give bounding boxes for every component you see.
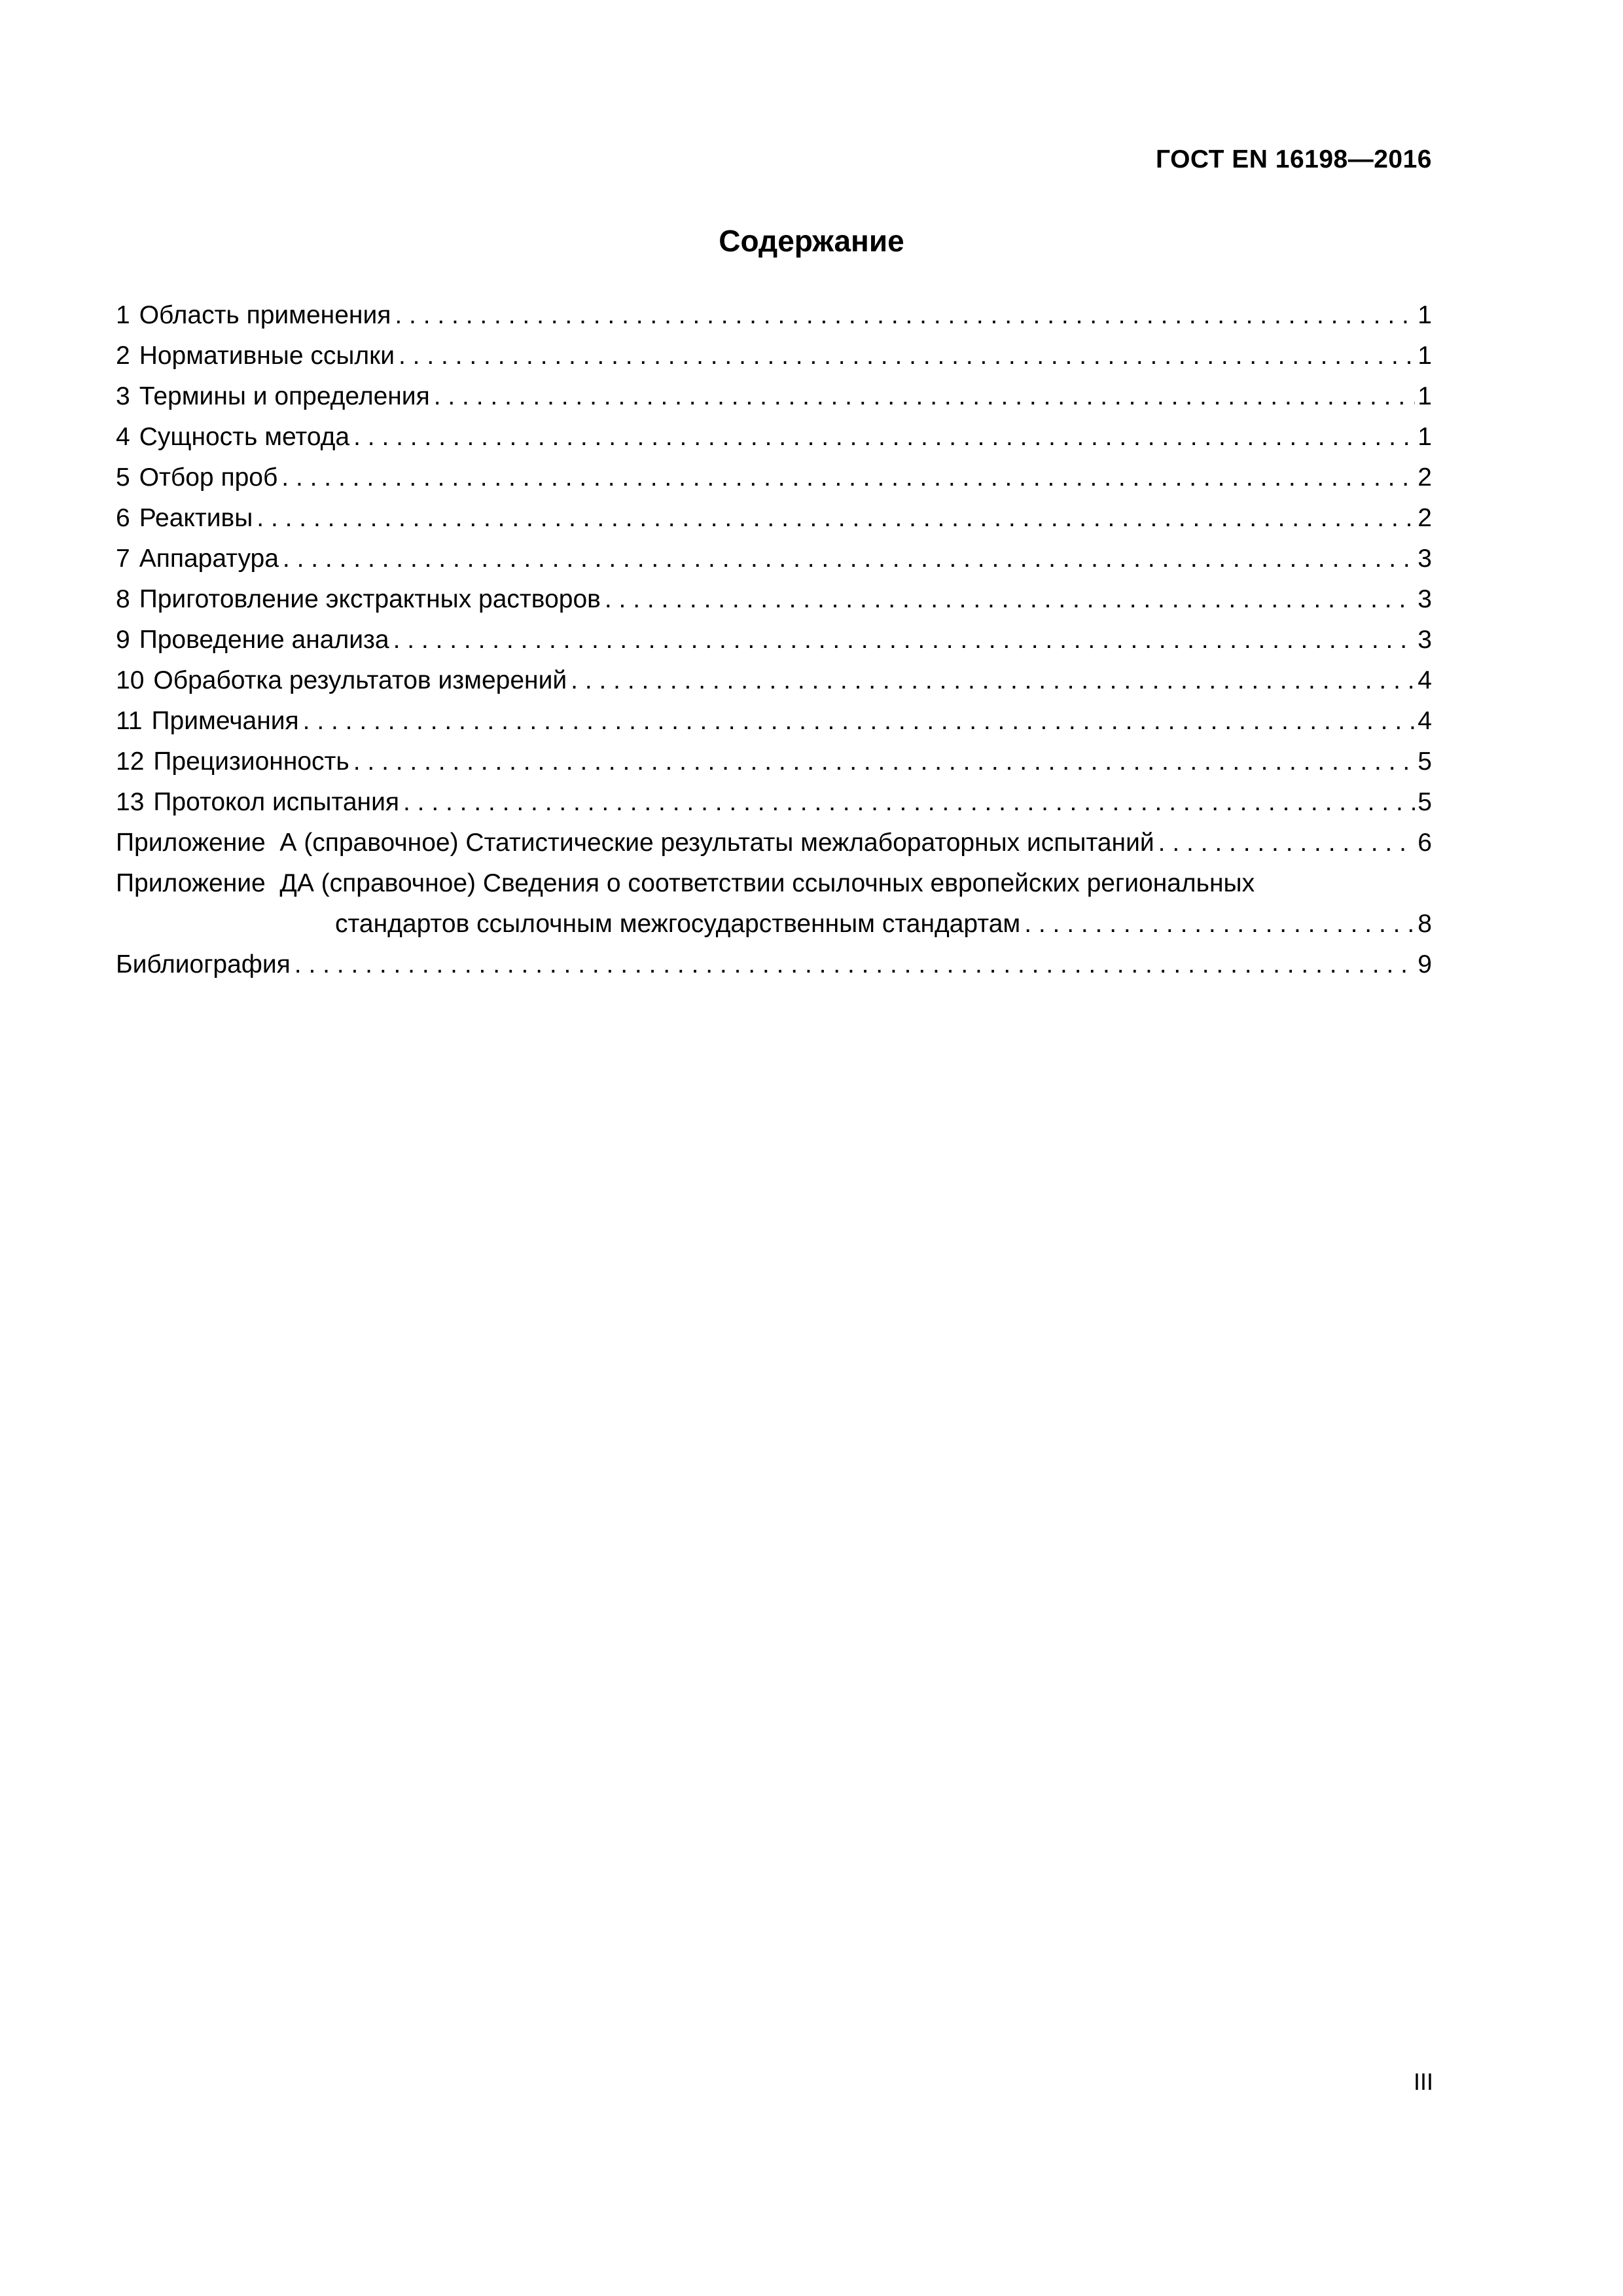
toc-entry-page: 1 bbox=[1418, 382, 1432, 410]
toc-annex-da-line2 bbox=[116, 904, 1432, 944]
toc-entry-number: 7 bbox=[116, 545, 130, 573]
toc-entry-page: 5 bbox=[1418, 788, 1432, 816]
toc-entry-label: Аппаратура bbox=[139, 545, 279, 573]
toc-entry-page: 4 bbox=[1418, 666, 1432, 694]
toc-entry[interactable] bbox=[116, 417, 1432, 457]
toc-entry-page: 1 bbox=[1418, 301, 1432, 329]
toc-leader-dots bbox=[303, 701, 1416, 742]
toc-entry[interactable] bbox=[116, 579, 1432, 620]
toc-entry-label: Примечания bbox=[151, 707, 299, 735]
toc-entry-label: Проведение анализа bbox=[139, 626, 389, 654]
toc-entry-label: Прецизионность bbox=[153, 747, 349, 776]
toc-entry-number: 3 bbox=[116, 382, 130, 410]
toc-entry-number: 2 bbox=[116, 342, 130, 370]
toc-entry[interactable] bbox=[116, 376, 1432, 417]
toc-entry-label: Термины и определения bbox=[139, 382, 430, 410]
toc-entry[interactable] bbox=[116, 336, 1432, 376]
toc-bibliography[interactable] bbox=[116, 944, 1432, 985]
toc-entry-label: Реактивы bbox=[139, 504, 253, 532]
toc-leader-dots bbox=[353, 742, 1416, 782]
toc-entry-number: 6 bbox=[116, 504, 130, 532]
toc-entry[interactable] bbox=[116, 295, 1432, 336]
toc-entry-number: 10 bbox=[116, 666, 145, 694]
toc-leader-dots bbox=[1024, 904, 1415, 944]
toc-annex-a[interactable] bbox=[116, 823, 1432, 863]
toc-entry-number: 9 bbox=[116, 626, 130, 654]
toc-entry-page: 1 bbox=[1418, 423, 1432, 451]
toc-entry-label: Приложение А (справочное) Статистические результаты межлабораторных испытаний bbox=[116, 829, 1154, 857]
toc-entry[interactable] bbox=[116, 660, 1432, 701]
toc-entry-label: Область применения bbox=[139, 301, 391, 329]
toc-annex-da-line1 bbox=[116, 863, 1432, 904]
toc-entry[interactable] bbox=[116, 742, 1432, 782]
toc-leader-dots bbox=[403, 782, 1415, 823]
toc-entry[interactable] bbox=[116, 782, 1432, 823]
toc-entry-number: 1 bbox=[116, 301, 130, 329]
toc-entry-page: 2 bbox=[1418, 463, 1432, 492]
toc-entry-label: Нормативные ссылки bbox=[139, 342, 395, 370]
toc-entry-label: Приложение ДА (справочное) Сведения о соответствии ссылочных европейских региональных bbox=[116, 869, 1255, 897]
toc-entry[interactable] bbox=[116, 457, 1432, 498]
toc-entry-label: Отбор проб bbox=[139, 463, 278, 492]
toc-leader-dots bbox=[1158, 823, 1416, 863]
toc-entry-label-continuation: стандартов ссылочным межгосударственным стандартам bbox=[335, 910, 1021, 938]
toc-entry-number: 12 bbox=[116, 747, 145, 776]
toc-leader-dots bbox=[571, 660, 1415, 701]
toc-entry-number: 4 bbox=[116, 423, 130, 451]
toc-entry[interactable] bbox=[116, 498, 1432, 539]
toc-entry-page: 3 bbox=[1418, 545, 1432, 573]
toc-leader-dots bbox=[257, 498, 1415, 539]
toc-entry-page: 1 bbox=[1418, 342, 1432, 370]
page-number: III bbox=[1413, 2068, 1433, 2095]
toc-entry-label: Приготовление экстрактных растворов bbox=[139, 585, 601, 613]
toc-leader-dots bbox=[395, 295, 1415, 336]
toc-entry-label: Обработка результатов измерений bbox=[153, 666, 567, 694]
toc-leader-dots bbox=[283, 539, 1415, 579]
toc-entry-page: 4 bbox=[1418, 707, 1432, 735]
toc-leader-dots bbox=[281, 457, 1415, 498]
toc-entry-page: 6 bbox=[1418, 829, 1432, 857]
toc-annex-da[interactable] bbox=[116, 863, 1432, 944]
toc-entry-number: 11 bbox=[116, 707, 143, 735]
toc-entry[interactable] bbox=[116, 701, 1432, 742]
toc-entry[interactable] bbox=[116, 539, 1432, 579]
toc-leader-dots bbox=[605, 579, 1415, 620]
toc-title: Содержание bbox=[719, 224, 904, 258]
toc-leader-dots bbox=[294, 944, 1416, 985]
toc-entry-page: 5 bbox=[1418, 747, 1432, 776]
toc-entry-number: 13 bbox=[116, 788, 145, 816]
toc-entry[interactable] bbox=[116, 620, 1432, 660]
toc-entry-page: 8 bbox=[1418, 910, 1432, 938]
toc-entry-label: Протокол испытания bbox=[153, 788, 399, 816]
document-code: ГОСТ EN 16198—2016 bbox=[1155, 145, 1432, 173]
toc-entry-page: 2 bbox=[1418, 504, 1432, 532]
toc-leader-dots bbox=[399, 336, 1415, 376]
toc-leader-dots bbox=[393, 620, 1416, 660]
toc-entry-label: Сущность метода bbox=[139, 423, 350, 451]
toc-entry-page: 9 bbox=[1418, 950, 1432, 978]
toc-leader-dots bbox=[353, 417, 1415, 457]
toc-entry-number: 8 bbox=[116, 585, 130, 613]
toc-entry-number: 5 bbox=[116, 463, 130, 492]
table-of-contents bbox=[116, 295, 1432, 985]
toc-leader-dots bbox=[434, 376, 1416, 417]
toc-entry-label: Библиография bbox=[116, 950, 291, 978]
toc-entry-page: 3 bbox=[1418, 585, 1432, 613]
toc-entry-page: 3 bbox=[1418, 626, 1432, 654]
